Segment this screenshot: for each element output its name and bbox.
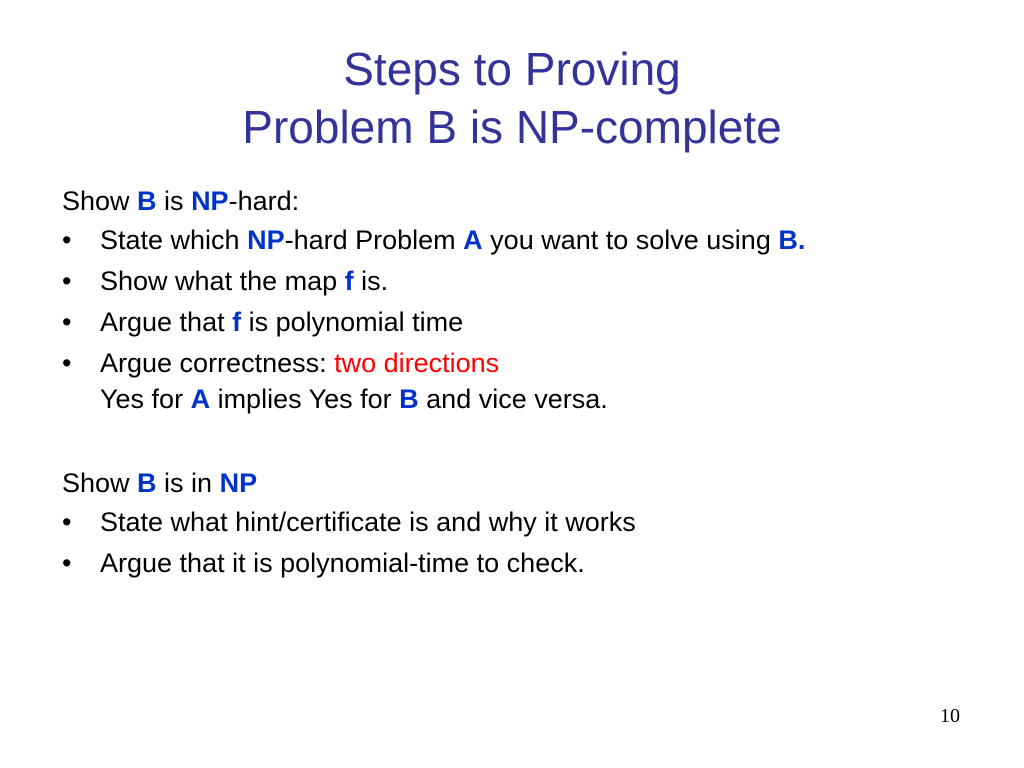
bullet-dot: • bbox=[62, 507, 72, 537]
bullet-dot: • bbox=[62, 266, 72, 296]
bullet-certificate: • State what hint/certificate is and why it works bbox=[62, 504, 992, 540]
page-number: 10 bbox=[940, 705, 960, 727]
title-line-2: Problem B is NP-complete bbox=[242, 101, 782, 153]
slide-title bbox=[0, 40, 1024, 156]
slide-content bbox=[62, 180, 992, 586]
np-hard-heading: Show B is NP-hard: bbox=[62, 186, 300, 216]
bullet-dot: • bbox=[62, 348, 72, 378]
bullet-check-time: • Argue that it is polynomial-time to check. bbox=[62, 545, 992, 581]
bullet-show-map: • Show what the map f is. bbox=[62, 263, 992, 299]
two-directions-note: two directions bbox=[334, 348, 500, 378]
title-line-1: Steps to Proving bbox=[343, 43, 681, 95]
bullet-dot: • bbox=[62, 307, 72, 337]
bullet-dot: • bbox=[62, 225, 72, 255]
bullet-correctness: • Argue correctness: two directions Yes for A implies Yes for B and vice versa. bbox=[62, 345, 992, 417]
in-np-heading: Show B is in NP bbox=[62, 468, 258, 498]
bullet-polynomial-time: • Argue that f is polynomial time bbox=[62, 304, 992, 340]
bullet-dot: • bbox=[62, 548, 72, 578]
bullet-state-problem: • State which NP-hard Problem A you want to solve using B. bbox=[62, 222, 992, 258]
